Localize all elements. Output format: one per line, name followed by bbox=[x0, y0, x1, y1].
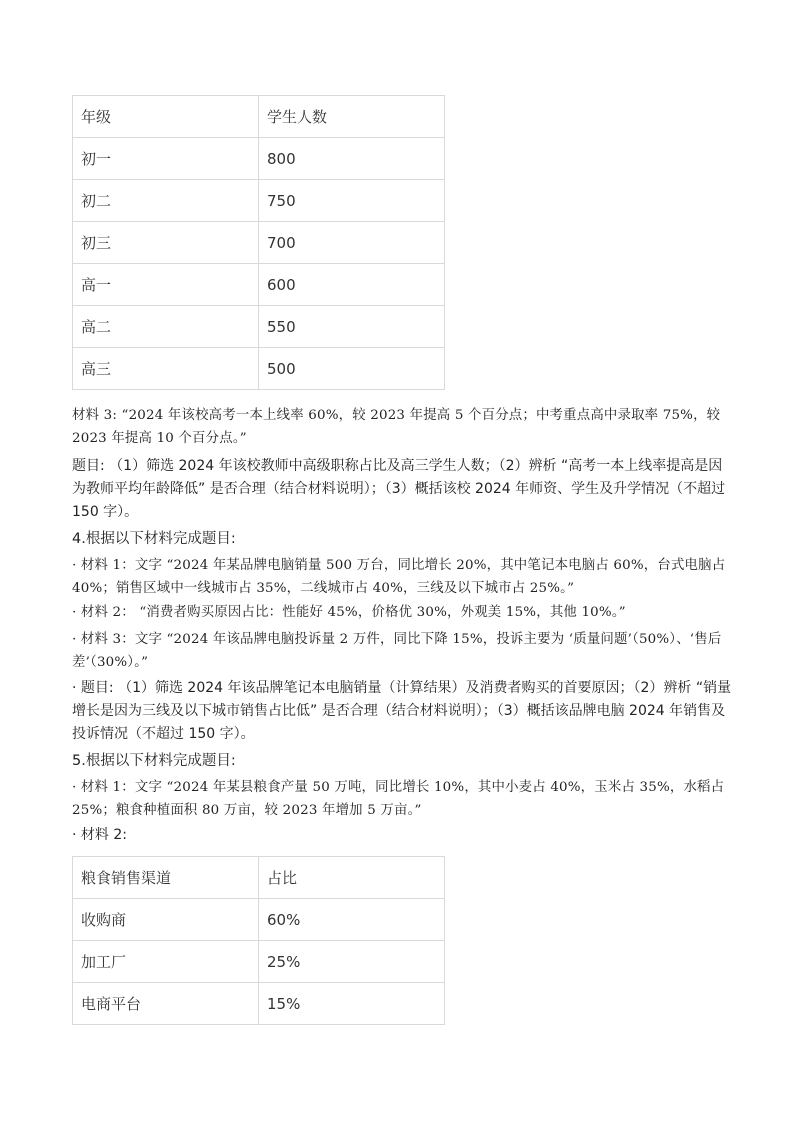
q4-material-1: · 材料 1：文字 “2024 年某品牌电脑销量 500 万台，同比增长 20%，其中笔记本电脑占 60%，台式电脑占 40%；销售区域中一线城市占 35%，二线城市占 40%，三线及以下城市占 25%。” bbox=[72, 558, 726, 596]
table-cell: 60% bbox=[259, 899, 445, 941]
table-cell: 收购商 bbox=[73, 899, 259, 941]
table-header-cell: 粮食销售渠道 bbox=[73, 857, 259, 899]
table-cell: 25% bbox=[259, 941, 445, 983]
q3-question: 题目: （1）筛选 2024 年该校教师中高级职称占比及高三学生人数；（2）辨析 “高考一本上线率提高是因为教师平均年龄降低” 是否合理（结合材料说明）；（3）概括该校 2024 年师资、学生及升学情况（不超过 150 字）。 bbox=[72, 458, 726, 520]
table-cell: 高一 bbox=[73, 264, 259, 306]
table-cell: 550 bbox=[259, 306, 445, 348]
table-cell: 高三 bbox=[73, 348, 259, 390]
table-cell: 800 bbox=[259, 138, 445, 180]
table-row bbox=[73, 941, 445, 983]
table-row bbox=[73, 348, 445, 390]
table-header-cell: 年级 bbox=[73, 96, 259, 138]
table-cell: 600 bbox=[259, 264, 445, 306]
q4-question: · 题目: （1）筛选 2024 年该品牌笔记本电脑销量（计算结果）及消费者购买的首要原因；（2）辨析 “销量增长是因为三线及以下城市销售占比低” 是否合理（结合材料说明）；（3）概括该品牌电脑 2024 年销售及投诉情况（不超过 150 字）。 bbox=[72, 680, 732, 742]
q5-heading: 5.根据以下材料完成题目: bbox=[72, 753, 236, 769]
table-cell: 高二 bbox=[73, 306, 259, 348]
table-header-cell: 占比 bbox=[259, 857, 445, 899]
table-header-cell: 学生人数 bbox=[259, 96, 445, 138]
table-row bbox=[73, 138, 445, 180]
table-cell: 700 bbox=[259, 222, 445, 264]
table-row bbox=[73, 264, 445, 306]
table-row bbox=[73, 899, 445, 941]
table-cell: 初一 bbox=[73, 138, 259, 180]
grain-sales-channel-table bbox=[72, 856, 445, 1025]
q5-material-1: · 材料 1：文字 “2024 年某县粮食产量 50 万吨，同比增长 10%，其中小麦占 40%，玉米占 35%，水稻占 25%；粮食种植面积 80 万亩，较 2023 年增加 5 万亩。” bbox=[72, 780, 725, 818]
table-row bbox=[73, 180, 445, 222]
table-cell: 初三 bbox=[73, 222, 259, 264]
q4-heading: 4.根据以下材料完成题目: bbox=[72, 531, 236, 547]
table-cell: 15% bbox=[259, 983, 445, 1025]
q4-material-3: · 材料 3：文字 “2024 年该品牌电脑投诉量 2 万件，同比下降 15%，投诉主要为 ‘质量问题’（50%）、‘售后差’（30%）。” bbox=[72, 632, 722, 670]
q4-material-2: · 材料 2： “消费者购买原因占比：性能好 45%，价格优 30%，外观美 15%，其他 10%。” bbox=[72, 605, 626, 620]
table-row bbox=[73, 222, 445, 264]
table-row bbox=[73, 983, 445, 1025]
table-row bbox=[73, 306, 445, 348]
q3-material-3: 材料 3: “2024 年该校高考一本上线率 60%，较 2023 年提高 5 个百分点；中考重点高中录取率 75%，较 2023 年提高 10 个百分点。” bbox=[72, 408, 721, 446]
table-cell: 电商平台 bbox=[73, 983, 259, 1025]
table-header-row bbox=[73, 857, 445, 899]
table-cell: 初二 bbox=[73, 180, 259, 222]
table-cell: 加工厂 bbox=[73, 941, 259, 983]
table-cell: 750 bbox=[259, 180, 445, 222]
table-cell: 500 bbox=[259, 348, 445, 390]
table-header-row bbox=[73, 96, 445, 138]
q5-material-2: · 材料 2: bbox=[72, 827, 127, 843]
grade-student-table bbox=[72, 95, 445, 390]
